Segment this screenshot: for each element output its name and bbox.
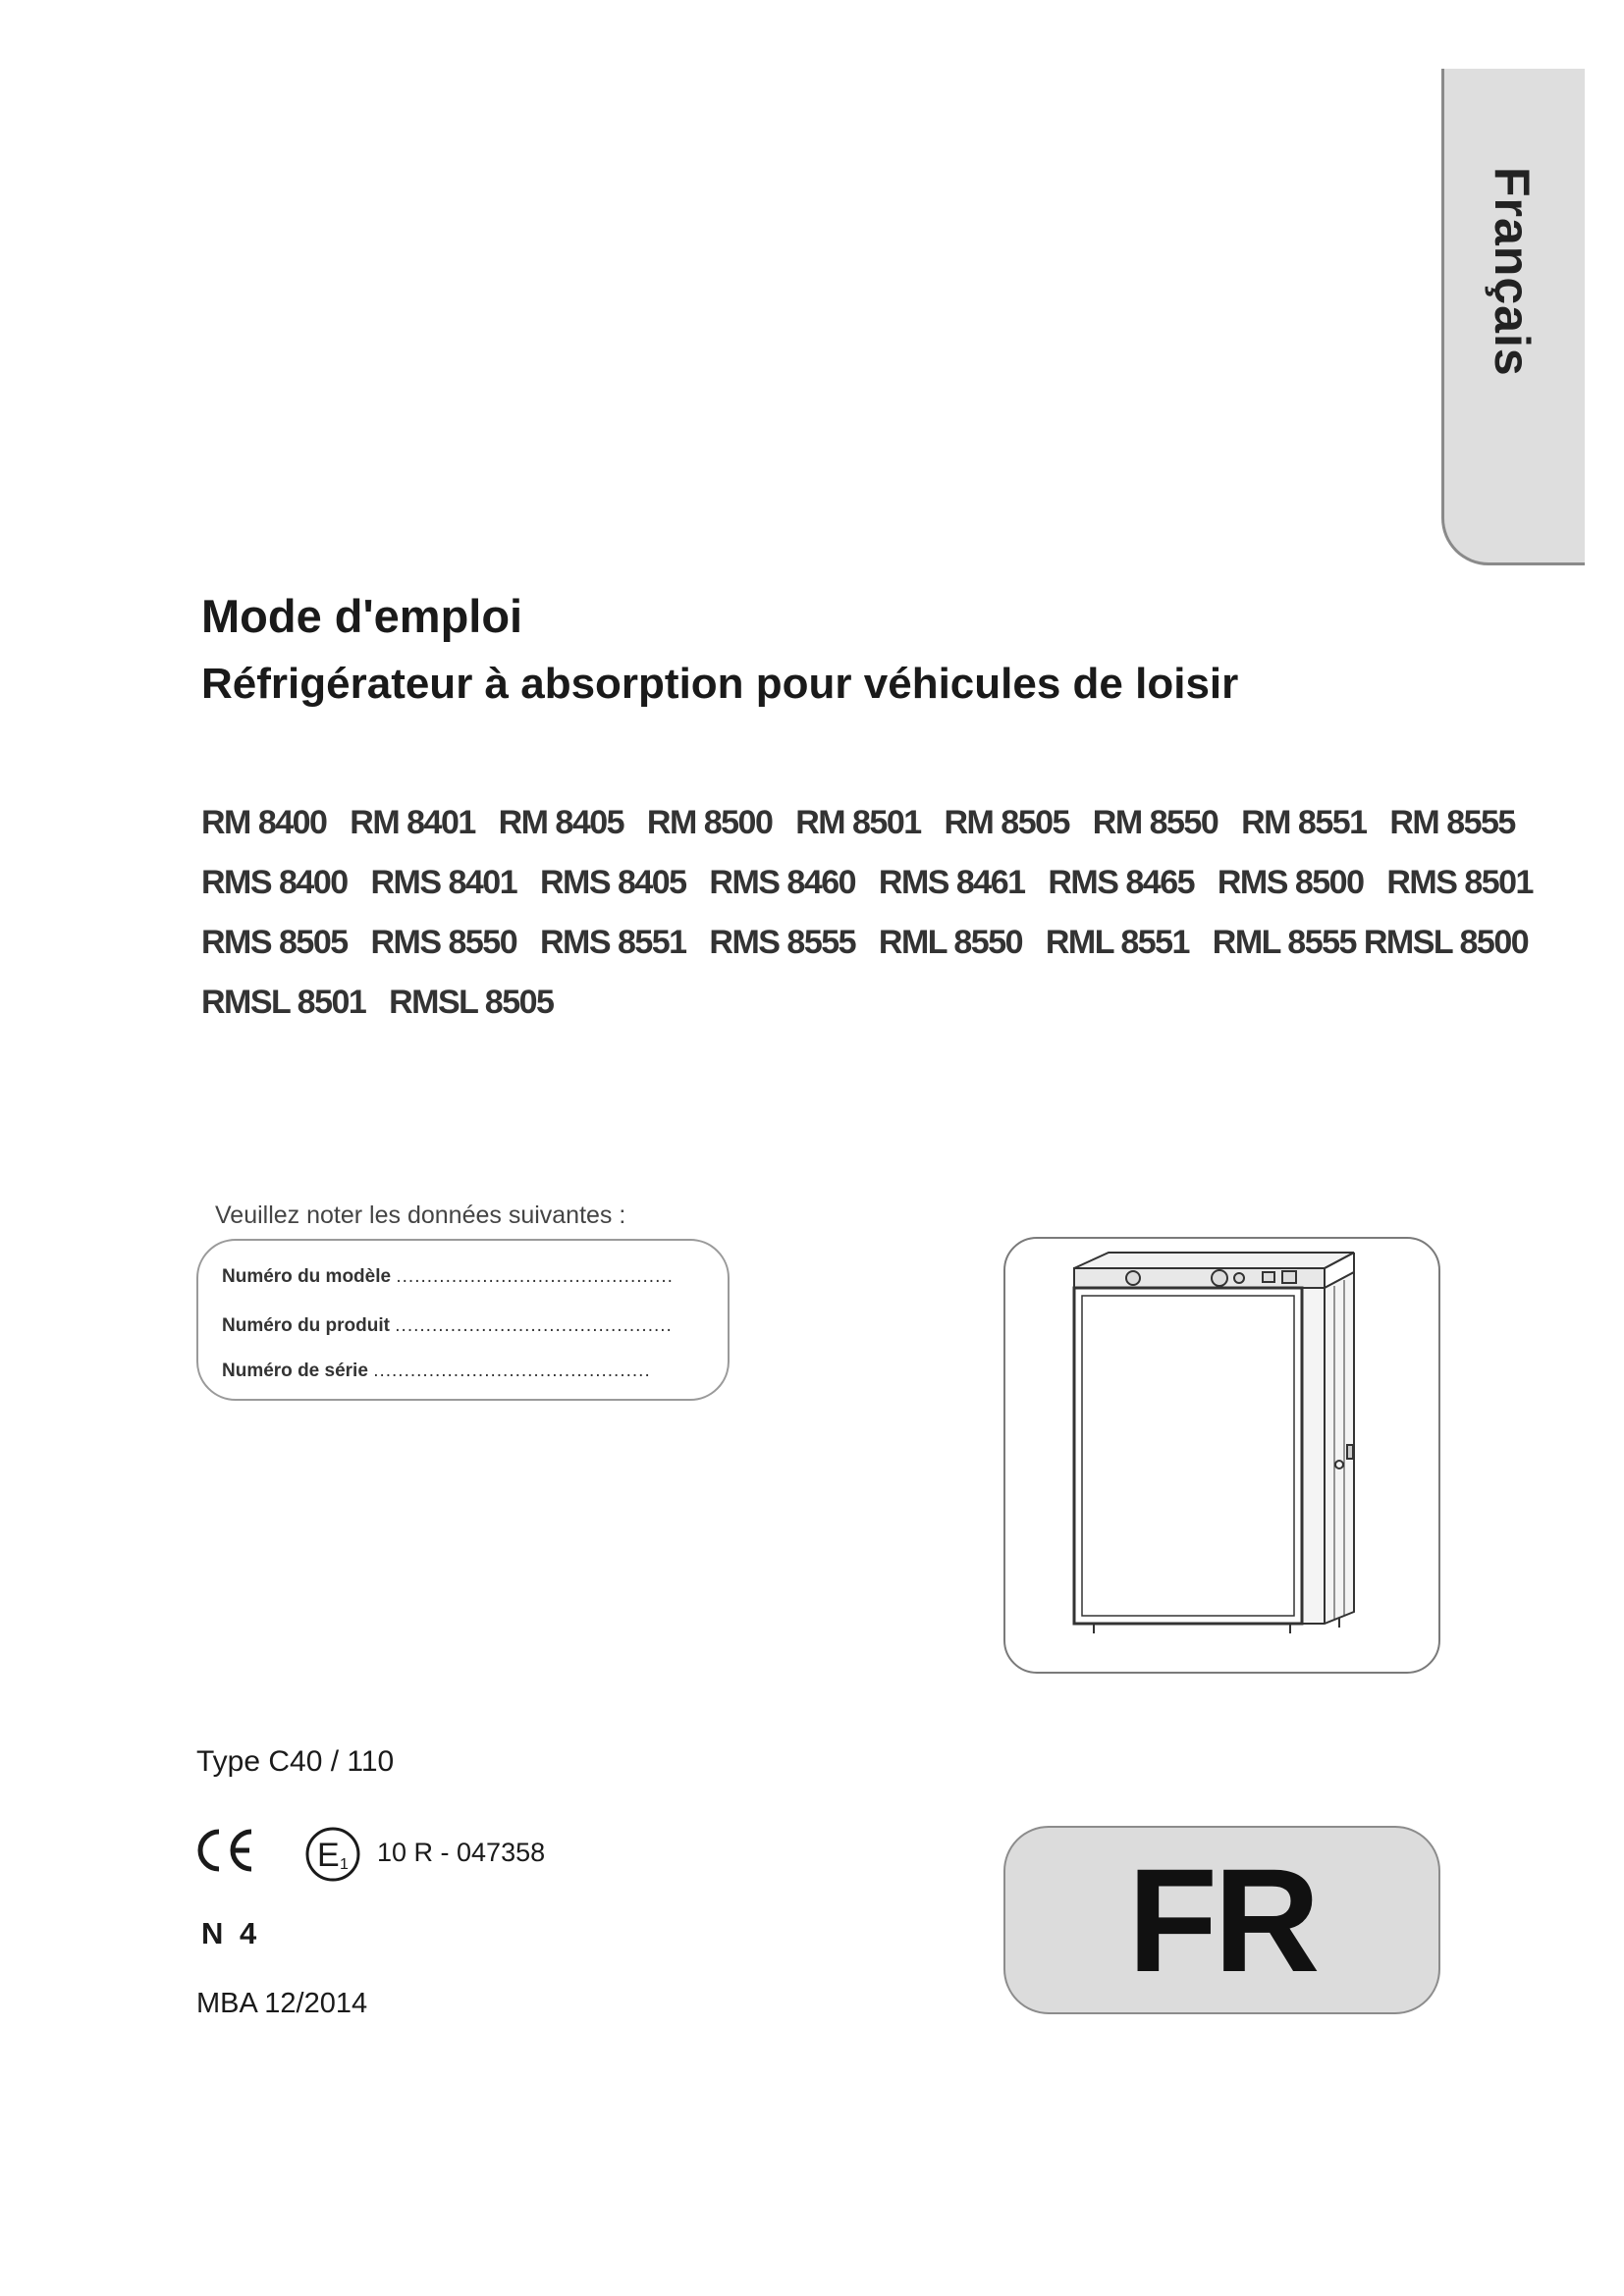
product-number-label: Numéro du produit bbox=[222, 1315, 390, 1336]
model-line: RMSL 8501 RMSL 8505 bbox=[201, 984, 554, 1021]
fridge-illustration-frame bbox=[1003, 1237, 1440, 1674]
e1-approval-subscript: 1 bbox=[340, 1856, 349, 1873]
product-number-field: ............................................. bbox=[395, 1315, 673, 1336]
e1-approval-icon bbox=[304, 1826, 361, 1883]
document-subtitle: Réfrigérateur à absorption pour véhicules de loisir bbox=[201, 660, 1239, 708]
model-number-field: ............................................. bbox=[396, 1266, 674, 1287]
approval-number: 10 R - 047358 bbox=[377, 1838, 546, 1867]
ce-mark-icon bbox=[192, 1826, 257, 1875]
record-form-box bbox=[196, 1239, 730, 1401]
model-line: RMS 8400 RMS 8401 RMS 8405 RMS 8460 RMS 8461 RMS 8465 RMS 8500 RMS 8501 bbox=[201, 864, 1533, 901]
serial-number-row bbox=[222, 1361, 651, 1382]
model-line: RM 8400 RM 8401 RM 8405 RM 8500 RM 8501 RM 8505 RM 8550 RM 8551 RM 8555 bbox=[201, 804, 1515, 841]
product-number-row bbox=[222, 1315, 673, 1337]
document-title: Mode d'emploi bbox=[201, 590, 523, 642]
fridge-illustration bbox=[1005, 1239, 1438, 1672]
e1-approval-letter: E bbox=[317, 1837, 340, 1874]
model-number-label: Numéro du modèle bbox=[222, 1266, 392, 1287]
serial-number-label: Numéro de série bbox=[222, 1361, 368, 1381]
record-form-caption: Veuillez noter les données suivantes : bbox=[215, 1201, 626, 1229]
country-badge-label: FR bbox=[1127, 1838, 1317, 2002]
language-tab-label: Français bbox=[1485, 167, 1540, 377]
model-list bbox=[201, 793, 1533, 1033]
document-reference: MBA 12/2014 bbox=[196, 1988, 368, 2019]
serial-number-field: ............................................. bbox=[373, 1361, 651, 1381]
country-badge bbox=[1003, 1826, 1440, 2014]
model-number-row bbox=[222, 1266, 674, 1288]
appliance-type: Type C40 / 110 bbox=[196, 1745, 395, 1778]
class-code: N 4 bbox=[201, 1916, 261, 1950]
language-tab bbox=[1441, 69, 1585, 565]
model-line: RMS 8505 RMS 8550 RMS 8551 RMS 8555 RML 8550 RML 8551 RML 8555 RMSL 8500 bbox=[201, 924, 1529, 961]
